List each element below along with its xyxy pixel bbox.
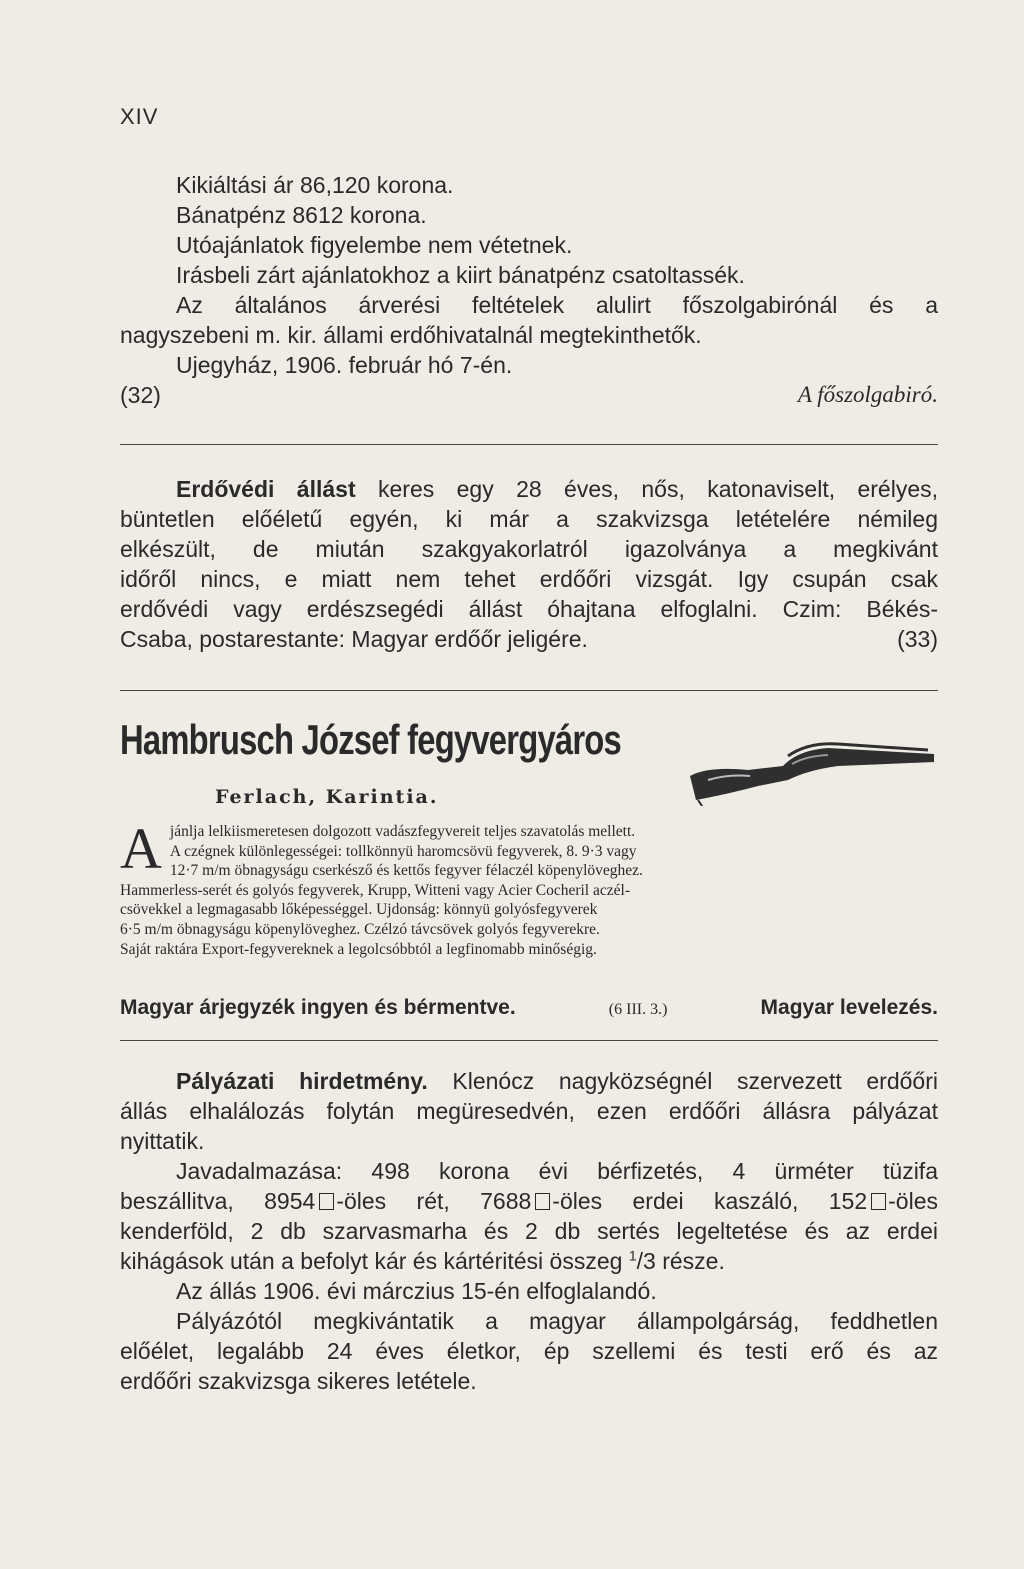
ad-dropcap: A: [120, 816, 162, 881]
notice-line: erdőőri szakvizsga sikeres letétele.: [120, 1368, 477, 1394]
notice-line: időről nincs, e miatt nem tehet erdőőri vizsgát. Igy csupán csak: [120, 566, 938, 592]
job-seeker-notice: [120, 474, 938, 654]
notice-line: Utóajánlatok figyelembe nem vétetnek.: [176, 232, 573, 258]
vacancy-notice: [120, 1066, 938, 1396]
notice-line: Erdővédi állást keres egy 28 éves, nős, katonaviselt, erélyes,: [176, 476, 939, 502]
square-fathom-symbol: [535, 1193, 550, 1210]
notice-last-line: Csaba, postarestante: Magyar erdőőr jeligére. (33): [120, 626, 938, 652]
notice-line: elkészült, de miután szakgyakorlatról igazolványa a megkivánt: [120, 536, 938, 562]
notice-line: Bánatpénz 8612 korona.: [176, 202, 427, 228]
notice-lead: Erdővédi állást: [176, 476, 356, 502]
fraction-numerator: 1: [628, 1247, 637, 1264]
ad-line: 6·5 m/m öbnagyságu köpenylöveghez. Czélzó távcsövek golyós fegyverekre.: [120, 920, 600, 938]
notice-line: Ujegyház, 1906. február hó 7-én.: [176, 352, 513, 378]
signature: A főszolgabiró.: [797, 382, 938, 407]
ad-line: jánlja lelkiismeretesen dolgozott vadászfegyvereit teljes szavatolás mellett.: [169, 823, 636, 840]
ad-footer: [120, 996, 938, 1020]
notice-line: kenderföld, 2 db szarvasmarha és 2 db sertés legeltetése és az erdei: [120, 1218, 938, 1244]
ad-footer-code: (6 III. 3.): [608, 1001, 668, 1018]
ad-line: csövekkel a legmagasabb lőképességgel. Ujdonság: könnyü golyósfegyverek: [120, 901, 598, 919]
square-fathom-symbol: [319, 1193, 334, 1210]
auction-notice: [120, 170, 938, 410]
notice-line: nagyszebeni m. kir. állami erdőhivatalnál megtekinthetők.: [120, 322, 702, 348]
square-fathom-symbol: [871, 1193, 886, 1210]
ad-footer-right: Magyar levelezés.: [760, 996, 938, 1019]
reference-number: (33): [897, 626, 938, 652]
notice-lead: Pályázati hirdetmény.: [176, 1068, 428, 1094]
notice-line: állás elhalálozás folytán megüresedvén, ezen erdőőri állásra pályázat: [120, 1098, 938, 1124]
fraction-denominator: /3: [636, 1248, 656, 1274]
notice-line: Pályázótól megkivántatik a magyar állampolgárság, feddhetlen: [176, 1308, 938, 1334]
notice-line: előélet, legalább 24 éves életkor, ép szellemi és testi erő és az: [120, 1338, 938, 1364]
notice-line: Az állás 1906. évi márczius 15-én elfoglalandó.: [176, 1278, 657, 1304]
ad-body: [120, 816, 938, 959]
ad-line: 12·7 m/m öbnagyságu cserkésző és kettős fegyver félaczél köpenylöveghez.: [169, 862, 643, 880]
divider: [120, 1040, 938, 1041]
ad-location: Ferlach, Karintia.: [215, 786, 439, 808]
rifle-illustration-icon: [688, 736, 938, 806]
notice-line: büntetlen előéletű egyén, ki már a szakvizsga letételére némileg: [120, 506, 938, 532]
notice-line: beszállitva, 8954 -öles rét, 7688 -öles erdei kaszáló, 152 -öles: [120, 1188, 938, 1214]
notice-line: Javadalmazása: 498 korona évi bérfizetés, 4 ürméter tüzifa: [176, 1158, 938, 1184]
notice-line: Pályázati hirdetmény. Klenócz nagyközségnél szervezett erdőőri: [176, 1068, 938, 1094]
notice-line: kihágások után a befolyt kár és kártéritési összeg $^1$/3 része.: [120, 1247, 725, 1274]
ad-footer-left: Magyar árjegyzék ingyen és bérmentve.: [120, 996, 516, 1019]
reference-number: (32): [120, 382, 161, 408]
notice-line: Az általános árverési feltételek alulirt főszolgabirónál és a: [176, 292, 938, 318]
divider: [120, 690, 938, 691]
divider: [120, 444, 938, 445]
notice-line: Kikiáltási ár 86,120 korona.: [176, 172, 454, 198]
ad-line: A czégnek különlegességei: tollkönnyü haromcsövü fegyverek, 8. 9·3 vagy: [169, 842, 637, 860]
page-number: XIV: [120, 104, 159, 129]
notice-signature-row: [120, 380, 938, 410]
ad-title: Hambrusch József fegyvergyáros: [120, 716, 621, 763]
ad-line: Saját raktára Export-fegyvereknek a legolcsóbbtól a legfinomabb minőségig.: [120, 940, 597, 958]
ad-line: Hammerless-serét és golyós fegyverek, Krupp, Witteni vagy Acier Cocheril aczél-: [120, 881, 630, 899]
notice-line: nyittatik.: [120, 1128, 205, 1154]
notice-line: erdővédi vagy erdészsegédi állást óhajtana elfoglalni. Czim: Békés-: [120, 596, 938, 622]
notice-line: Irásbeli zárt ajánlatokhoz a kiirt bánatpénz csatoltassék.: [176, 262, 745, 288]
